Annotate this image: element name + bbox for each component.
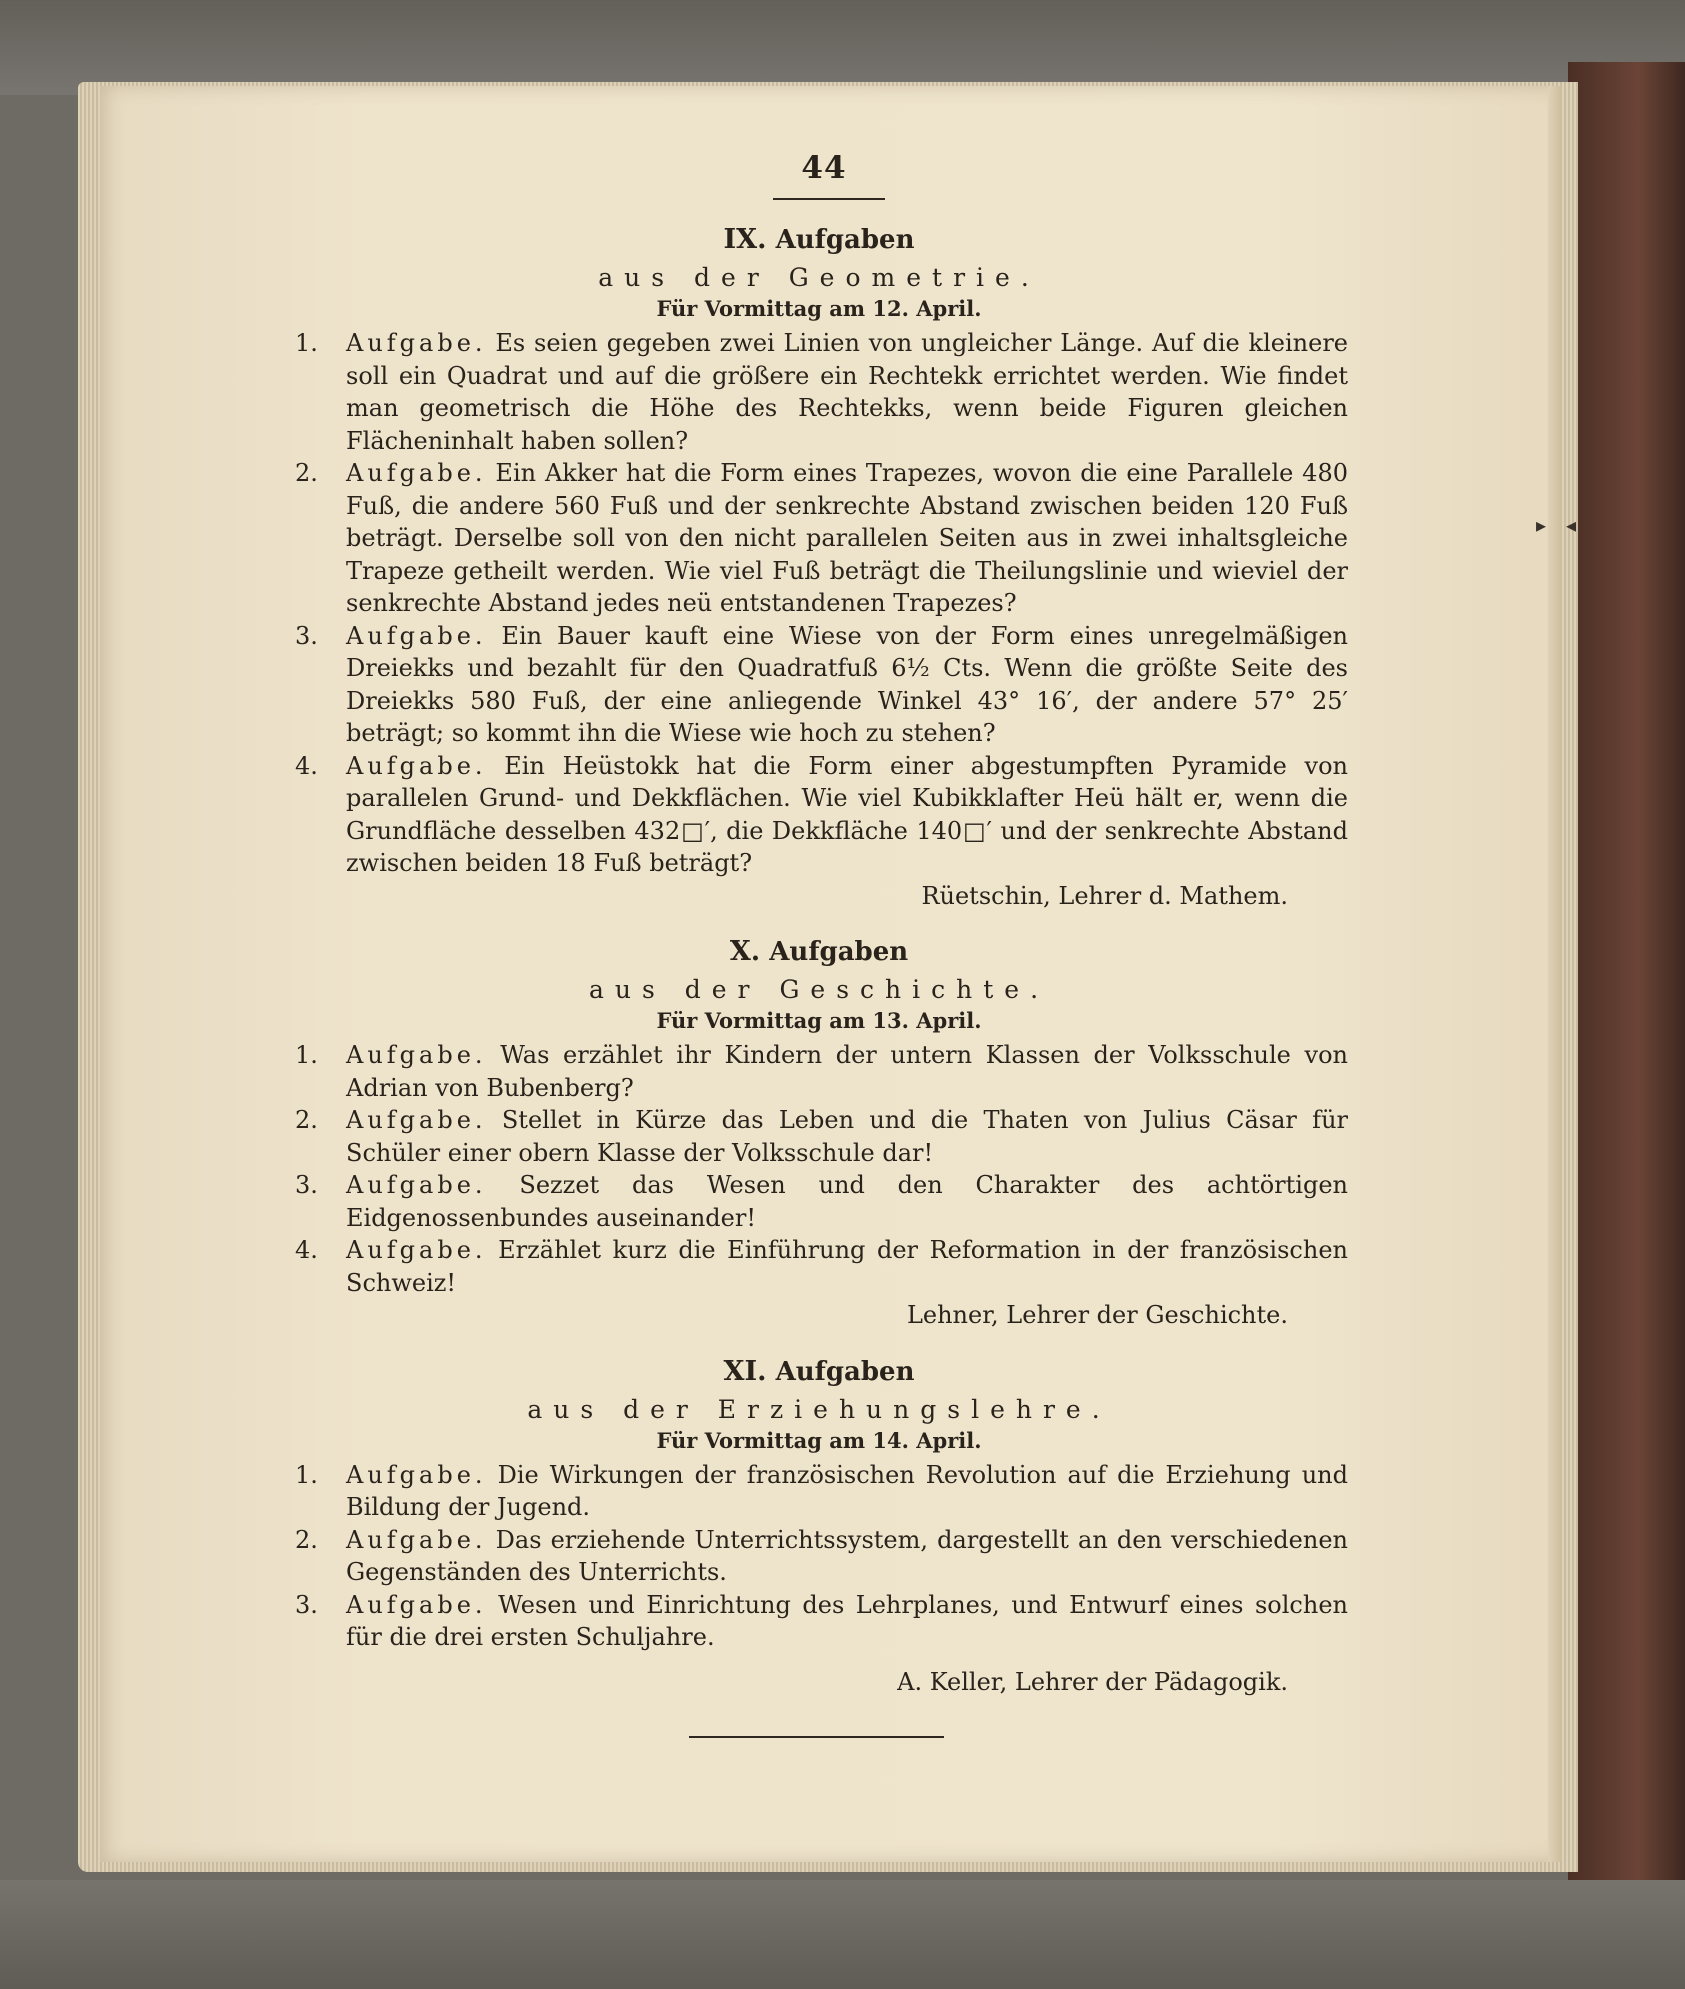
section-numeral: X. [729, 936, 761, 967]
task-number: 3. [295, 1171, 318, 1199]
task-item [290, 1524, 1348, 1589]
task-number: 3. [295, 1590, 318, 1619]
section-heading: Aufgaben [775, 1356, 915, 1387]
end-rule [689, 1736, 944, 1738]
task-text: Ein Bauer kauft eine Wiese von der Form eines unregelmäßigen Dreiekks und bezahlt für den Quadratfuß 6½ Cts. Wenn die größte Seite des Dreiekks 580 Fuß, der eine anliegende Winkel 43° 16′, der andere 57° 25′ beträgt; so kommt ihn die Wiese wie hoch zu stehen? [346, 621, 1348, 747]
task-text: Was erzählet ihr Kindern der untern Klassen der Volksschule von Adrian von Bubenberg? [346, 1041, 1348, 1102]
task-label: Aufgabe. [346, 621, 487, 650]
section-heading: Aufgaben [769, 937, 909, 967]
task-number: 2. [295, 459, 318, 487]
section-signature: Rüetschin, Lehrer d. Mathem. [921, 881, 1288, 910]
section-geometry [290, 224, 1348, 912]
section-subject: aus der Geschichte. [588, 975, 1050, 1004]
task-label: Aufgabe. [346, 1171, 487, 1199]
margin-mark: ◂ [1566, 513, 1577, 537]
task-text: Wesen und Einrichtung des Lehrplanes, und Entwurf eines solchen für die drei ersten Schuljahre. [346, 1590, 1348, 1651]
task-text: Das erziehende Unterrichtssystem, dargestellt an den verschiedenen Gegenständen des Unterrichts. [346, 1525, 1348, 1586]
section-date: Für Vormittag am 14. April. [656, 1427, 982, 1453]
task-label: Aufgabe. [346, 459, 487, 487]
scan-background-bottom [0, 1880, 1685, 1989]
task-text: Ein Heüstokk hat die Form einer abgestumpften Pyramide von parallelen Grund- und Dekkflächen. Wie viel Kubikklafter Heü hält er, wenn die Grundfläche desselben 432□′, die Dekkfläche 140□′ und der senkrechte Abstand zwischen beiden 18 Fuß beträgt? [346, 751, 1348, 877]
section-numeral: IX. [723, 224, 767, 255]
task-item [290, 750, 1348, 880]
section-signature: A. Keller, Lehrer der Pädagogik. [897, 1667, 1288, 1696]
section-subject: aus der Erziehungslehre. [527, 1394, 1111, 1424]
book-cover-edge [1568, 62, 1685, 1882]
task-label: Aufgabe. [346, 751, 487, 780]
task-item [290, 457, 1348, 620]
task-label: Aufgabe. [346, 1460, 487, 1489]
section-signature: Lehner, Lehrer der Geschichte. [906, 1301, 1288, 1329]
task-number: 1. [295, 329, 318, 357]
page-number-rule [773, 198, 885, 200]
task-number: 1. [295, 1460, 318, 1489]
task-number: 3. [295, 621, 318, 650]
task-item [290, 1169, 1348, 1234]
section-title [290, 1356, 1348, 1387]
task-label: Aufgabe. [346, 1041, 487, 1069]
scan-background-top [0, 0, 1685, 95]
task-label: Aufgabe. [346, 329, 487, 357]
task-label: Aufgabe. [346, 1106, 487, 1134]
task-label: Aufgabe. [346, 1236, 487, 1264]
section-date: Für Vormittag am 13. April. [656, 1008, 982, 1033]
task-text: Ein Akker hat die Form eines Trapezes, wovon die eine Parallele 480 Fuß, die andere 560 Fuß und der senkrechte Abstand zwischen beiden 120 Fuß beträgt. Derselbe soll von den nicht parallelen Seiten aus in zwei inhaltsgleiche Trapeze getheilt werden. Wie viel Fuß beträgt die Theilungslinie und wieviel der senkrechte Abstand jedes neü entstandenen Trapezes? [346, 459, 1348, 617]
task-text: Sezzet das Wesen und den Charakter des achtörtigen Eidgenossenbundes auseinander! [346, 1171, 1348, 1232]
task-item [290, 1589, 1348, 1654]
task-text: Stellet in Kürze das Leben und die Thaten von Julius Cäsar für Schüler einer obern Klasse der Volksschule dar! [346, 1106, 1348, 1167]
task-item [290, 1459, 1348, 1524]
task-number: 2. [295, 1106, 318, 1134]
task-item [290, 1104, 1348, 1169]
task-label: Aufgabe. [346, 1590, 487, 1619]
section-history [290, 936, 1348, 1332]
page-gutter [1548, 86, 1562, 1862]
task-item [290, 1234, 1348, 1299]
section-numeral: XI. [723, 1355, 767, 1387]
margin-mark: ▸ [1536, 513, 1547, 537]
task-item [290, 1039, 1348, 1104]
section-pedagogy [290, 1356, 1348, 1699]
section-heading: Aufgaben [775, 225, 915, 255]
section-title [290, 936, 1348, 967]
task-item [290, 327, 1348, 457]
task-number: 4. [295, 1236, 318, 1264]
task-item [290, 620, 1348, 750]
page-content [290, 150, 1348, 1738]
section-date: Für Vormittag am 12. April. [656, 296, 982, 321]
task-number: 2. [295, 1525, 318, 1554]
task-number: 1. [295, 1041, 318, 1069]
task-text: Erzählet kurz die Einführung der Reformation in der französischen Schweiz! [346, 1236, 1348, 1297]
task-label: Aufgabe. [346, 1525, 487, 1554]
section-title [290, 224, 1348, 255]
task-text: Die Wirkungen der französischen Revolution auf die Erziehung und Bildung der Jugend. [346, 1460, 1348, 1521]
page-number: 44 [801, 150, 847, 186]
section-subject: aus der Geometrie. [598, 263, 1040, 292]
task-text: Es seien gegeben zwei Linien von ungleicher Länge. Auf die kleinere soll ein Quadrat und auf die größere ein Rechtekk errichtet werden. Wie findet man geometrisch die Höhe des Rechtekks, wenn beide Figuren gleichen Flächeninhalt haben sollen? [346, 329, 1348, 455]
task-number: 4. [295, 751, 318, 780]
